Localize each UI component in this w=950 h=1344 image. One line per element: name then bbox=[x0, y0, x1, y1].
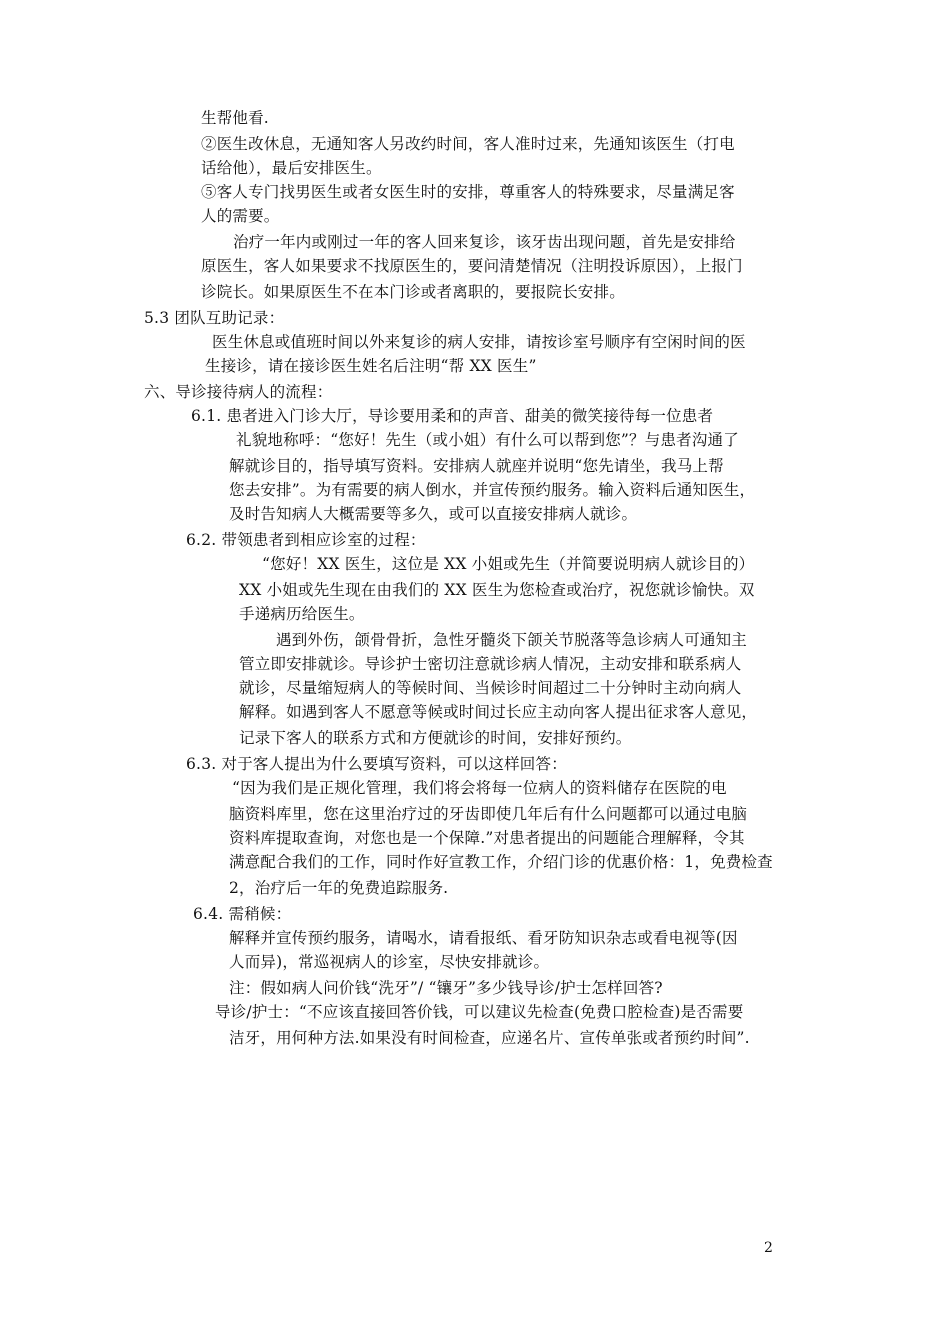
text-line-5: 人的需要。 bbox=[201, 207, 280, 225]
text-line-2: ②医生改休息，无通知客人另改约时间，客人准时过来，先通知该医生（打电 bbox=[201, 135, 735, 153]
text-line-15: 解就诊目的，指导填写资料。安排病人就座并说明“您先请坐，我马上帮 bbox=[229, 457, 724, 475]
text-line-34: 解释并宣传预约服务，请喝水，请看报纸、看牙防知识杂志或看电视等(因 bbox=[229, 929, 738, 947]
text-line-27: 6.3. 对于客人提出为什么要填写资料，可以这样回答： bbox=[186, 755, 567, 773]
text-line-19: “您好！XX 医生，这位是 XX 小姐或先生（并简要说明病人就诊目的） bbox=[262, 555, 755, 573]
text-line-12: 六、导诊接待病人的流程： bbox=[144, 383, 333, 401]
text-line-21: 手递病历给医生。 bbox=[239, 605, 365, 623]
text-line-8: 诊院长。如果原医生不在本门诊或者离职的，要报院长安排。 bbox=[201, 283, 625, 301]
text-line-13: 6.1. 患者进入门诊大厅，导诊要用柔和的声音、甜美的微笑接待每一位患者 bbox=[191, 407, 714, 425]
text-line-32: 2，治疗后一年的免费追踪服务. bbox=[229, 879, 449, 897]
text-line-1: 生帮他看. bbox=[201, 109, 269, 127]
text-line-25: 解释。如遇到客人不愿意等候或时间过长应主动向客人提出征求客人意见， bbox=[239, 703, 758, 721]
text-line-14: 礼貌地称呼：“您好！先生（或小姐）有什么可以帮到您”？与患者沟通了 bbox=[236, 431, 739, 449]
text-line-38: 洁牙，用何种方法.如果没有时间检查，应递名片、宣传单张或者预约时间”. bbox=[229, 1029, 750, 1047]
text-line-17: 及时告知病人大概需要等多久，或可以直接安排病人就诊。 bbox=[229, 505, 638, 523]
text-line-26: 记录下客人的联系方式和方便就诊的时间，安排好预约。 bbox=[239, 729, 632, 747]
text-line-35: 人而异)，常巡视病人的诊室，尽快安排就诊。 bbox=[229, 953, 550, 971]
text-line-33: 6.4. 需稍候： bbox=[193, 905, 292, 923]
page-number: 2 bbox=[764, 1240, 773, 1256]
text-line-3: 话给他），最后安排医生。 bbox=[201, 159, 382, 177]
text-line-20: XX 小姐或先生现在由我们的 XX 医生为您检查或治疗，祝您就诊愉快。双 bbox=[239, 581, 755, 599]
text-line-36: 注：假如病人问价钱“洗牙”/ “镶牙”多少钱导诊/护士怎样回答? bbox=[229, 979, 663, 997]
text-line-10: 医生休息或值班时间以外来复诊的病人安排，请按诊室号顺序有空闲时间的医 bbox=[212, 333, 746, 351]
text-line-28: “因为我们是正规化管理，我们将会将每一位病人的资料储存在医院的电 bbox=[232, 779, 727, 797]
text-line-29: 脑资料库里，您在这里治疗过的牙齿即使几年后有什么问题都可以通过电脑 bbox=[229, 805, 748, 823]
text-line-37: 导诊/护士：“不应该直接回答价钱，可以建议先检查(免费口腔检查)是否需要 bbox=[215, 1003, 744, 1021]
text-line-24: 就诊，尽量缩短病人的等候时间、当候诊时间超过二十分钟时主动向病人 bbox=[239, 679, 742, 697]
text-line-18: 6.2. 带领患者到相应诊室的过程： bbox=[186, 531, 426, 549]
text-line-30: 资料库提取查询，对您也是一个保障.”对患者提出的问题能合理解释，令其 bbox=[229, 829, 745, 847]
text-line-31: 满意配合我们的工作，同时作好宣教工作，介绍门诊的优惠价格：1，免费检查 bbox=[229, 853, 773, 871]
text-line-16: 您去安排”。为有需要的病人倒水，并宣传预约服务。输入资料后通知医生， bbox=[229, 481, 756, 499]
text-line-11: 生接诊，请在接诊医生姓名后注明“帮 XX 医生” bbox=[205, 357, 537, 375]
text-line-7: 原医生，客人如果要求不找原医生的，要问清楚情况（注明投诉原因），上报门 bbox=[201, 257, 743, 275]
text-line-4: ⑤客人专门找男医生或者女医生时的安排，尊重客人的特殊要求，尽量满足客 bbox=[201, 183, 735, 201]
text-line-6: 治疗一年内或刚过一年的客人回来复诊，该牙齿出现问题，首先是安排给 bbox=[233, 233, 736, 251]
text-line-23: 管立即安排就诊。导诊护士密切注意就诊病人情况，主动安排和联系病人 bbox=[239, 655, 742, 673]
text-line-22: 遇到外伤，颌骨骨折，急性牙髓炎下颌关节脱落等急诊病人可通知主 bbox=[276, 631, 748, 649]
text-line-9: 5.3 团队互助记录： bbox=[144, 309, 285, 327]
